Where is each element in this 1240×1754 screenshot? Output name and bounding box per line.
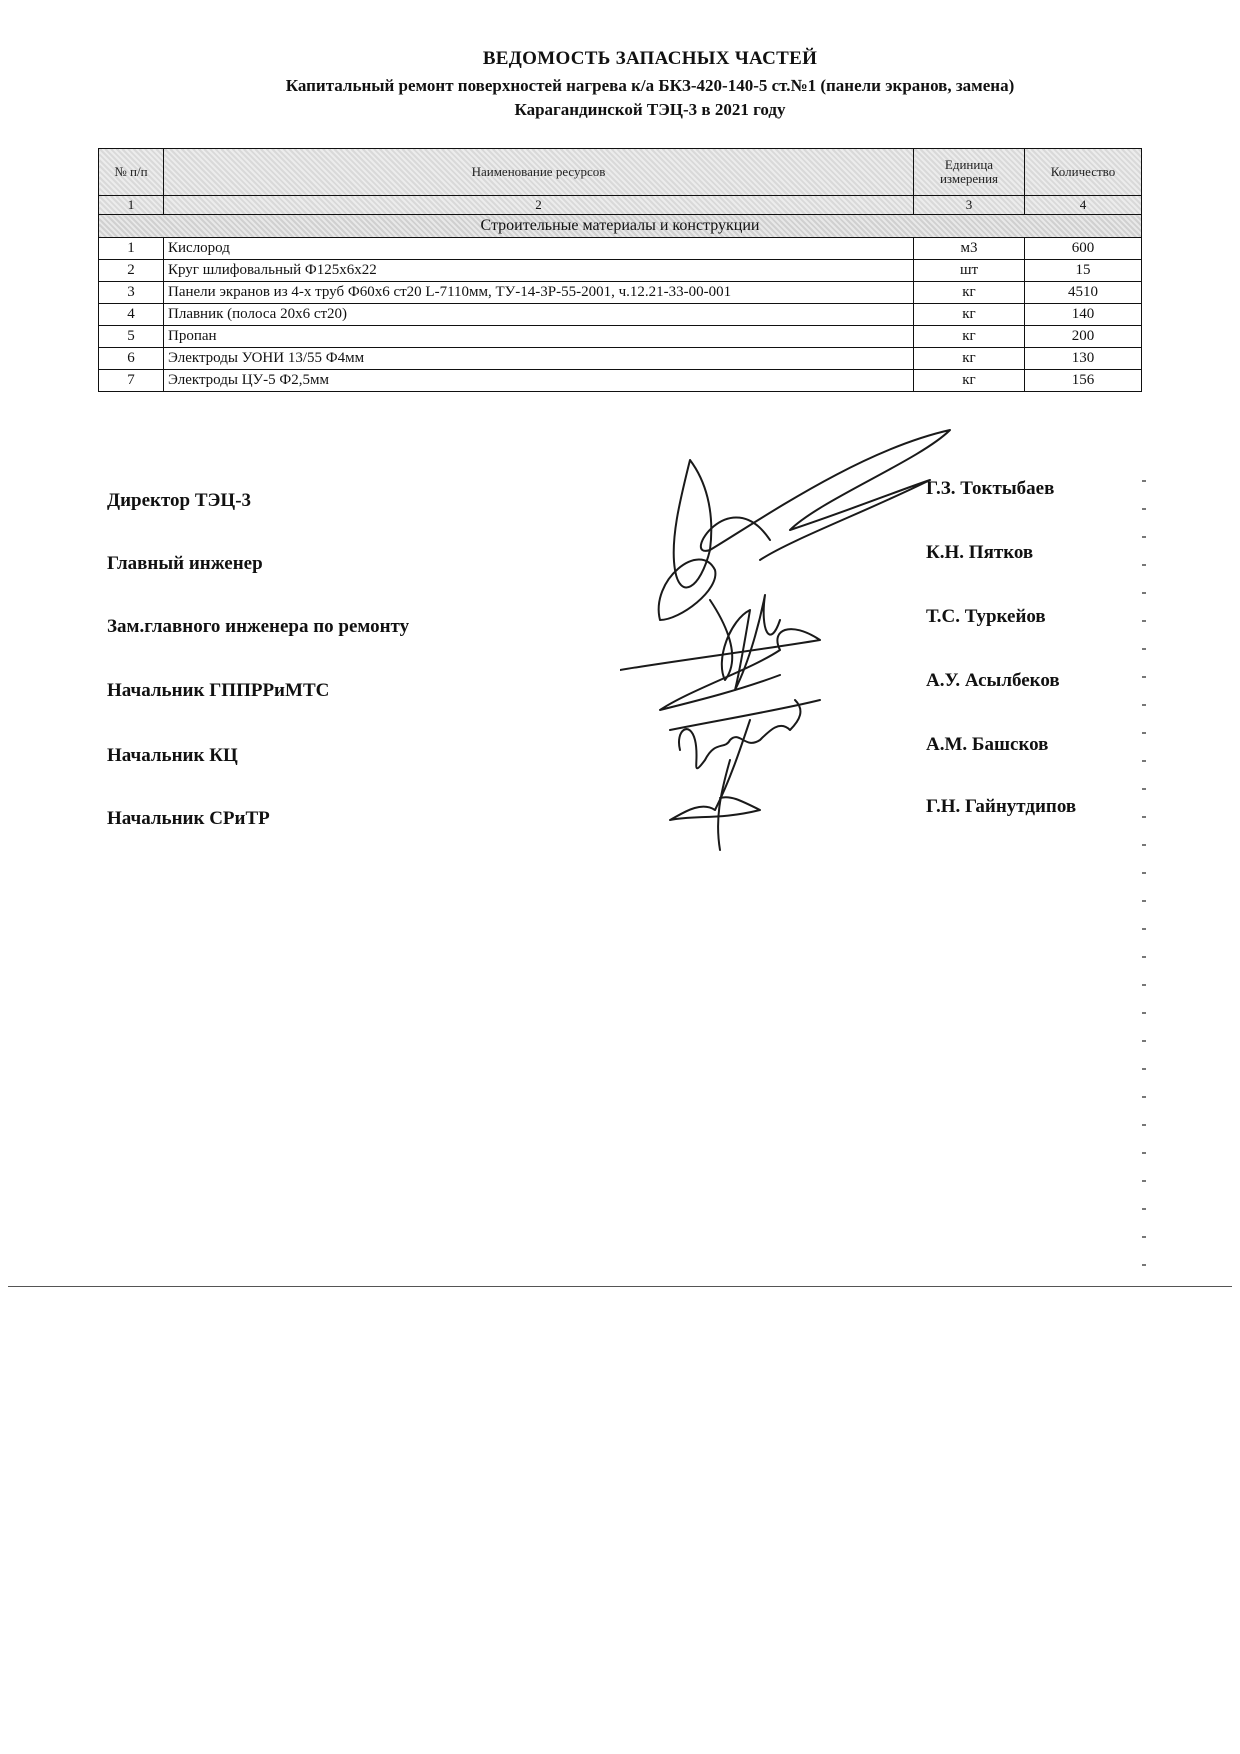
row-name: Пропан xyxy=(164,326,914,348)
spare-parts-table xyxy=(98,148,1142,392)
row-number: 4 xyxy=(99,304,164,326)
col-header-name: Наименование ресурсов xyxy=(164,149,914,196)
row-name: Электроды УОНИ 13/55 Ф4мм xyxy=(164,348,914,370)
row-quantity: 156 xyxy=(1025,370,1142,392)
row-unit: шт xyxy=(914,260,1025,282)
column-number-row xyxy=(99,196,1142,215)
handwritten-signatures xyxy=(620,420,980,880)
signature-head-sritr xyxy=(670,720,760,820)
table-row xyxy=(99,304,1142,326)
row-unit: кг xyxy=(914,370,1025,392)
row-name: Круг шлифовальный Ф125х6х22 xyxy=(164,260,914,282)
signatory-name: А.У. Асылбеков xyxy=(926,670,1060,691)
row-quantity: 140 xyxy=(1025,304,1142,326)
signatory-name: Г.З. Токтыбаев xyxy=(926,478,1055,499)
signatory-name: Т.С. Туркейов xyxy=(926,606,1046,627)
row-number: 7 xyxy=(99,370,164,392)
scan-edge-marks xyxy=(1142,480,1146,1280)
signatory-name: А.М. Башсков xyxy=(926,734,1049,755)
row-number: 5 xyxy=(99,326,164,348)
table-row xyxy=(99,260,1142,282)
row-unit: м3 xyxy=(914,238,1025,260)
signatory-position: Директор ТЭЦ-3 xyxy=(107,490,252,511)
row-number: 1 xyxy=(99,238,164,260)
row-quantity: 130 xyxy=(1025,348,1142,370)
col-index: 2 xyxy=(164,196,914,215)
row-unit: кг xyxy=(914,326,1025,348)
signatory-name: К.Н. Пятков xyxy=(926,542,1034,563)
document-subtitle-location: Карагандинской ТЭЦ-3 в 2021 году xyxy=(514,100,786,119)
row-number: 2 xyxy=(99,260,164,282)
row-unit: кг xyxy=(914,304,1025,326)
signature-head-kc xyxy=(679,700,800,768)
signatory-position: Начальник КЦ xyxy=(107,745,238,766)
row-name: Плавник (полоса 20х6 ст20) xyxy=(164,304,914,326)
signature-director xyxy=(701,430,950,560)
table-row xyxy=(99,238,1142,260)
row-quantity: 600 xyxy=(1025,238,1142,260)
row-unit: кг xyxy=(914,348,1025,370)
section-title: Строительные материалы и конструкции xyxy=(99,215,1142,238)
table-row xyxy=(99,326,1142,348)
col-index: 1 xyxy=(99,196,164,215)
document-subtitle: Капитальный ремонт поверхностей нагрева к/а БКЗ-420-140-5 ст.№1 (панели экранов, замена) xyxy=(285,76,1015,95)
row-name: Панели экранов из 4-х труб Ф60х6 ст20 L-7110мм, ТУ-14-3Р-55-2001, ч.12.21-33-00-001 xyxy=(164,282,914,304)
signatory-position: Начальник СРиТР xyxy=(107,808,270,829)
signatory-position: Зам.главного инженера по ремонту xyxy=(107,616,410,637)
col-header-unit: Единица измерения xyxy=(914,149,1025,196)
document-header xyxy=(0,48,1240,120)
col-index: 3 xyxy=(914,196,1025,215)
col-header-quantity: Количество xyxy=(1025,149,1142,196)
col-header-number: № п/п xyxy=(99,149,164,196)
signature-chief-engineer xyxy=(710,595,780,690)
signature-repair-deputy xyxy=(620,629,820,710)
page-divider-line xyxy=(8,1286,1232,1287)
col-index: 4 xyxy=(1025,196,1142,215)
table-row xyxy=(99,282,1142,304)
row-number: 3 xyxy=(99,282,164,304)
row-quantity: 200 xyxy=(1025,326,1142,348)
row-number: 6 xyxy=(99,348,164,370)
table-row xyxy=(99,370,1142,392)
document-title: ВЕДОМОСТЬ ЗАПАСНЫХ ЧАСТЕЙ xyxy=(482,48,818,69)
row-name: Кислород xyxy=(164,238,914,260)
table-header-row xyxy=(99,149,1142,196)
section-row xyxy=(99,215,1142,238)
signatory-name: Г.Н. Гайнутдипов xyxy=(926,796,1077,817)
signatory-position: Начальник ГППРРиМТС xyxy=(107,680,330,701)
row-quantity: 15 xyxy=(1025,260,1142,282)
table-row xyxy=(99,348,1142,370)
row-name: Электроды ЦУ-5 Ф2,5мм xyxy=(164,370,914,392)
row-unit: кг xyxy=(914,282,1025,304)
row-quantity: 4510 xyxy=(1025,282,1142,304)
signatory-position: Главный инженер xyxy=(107,553,263,574)
